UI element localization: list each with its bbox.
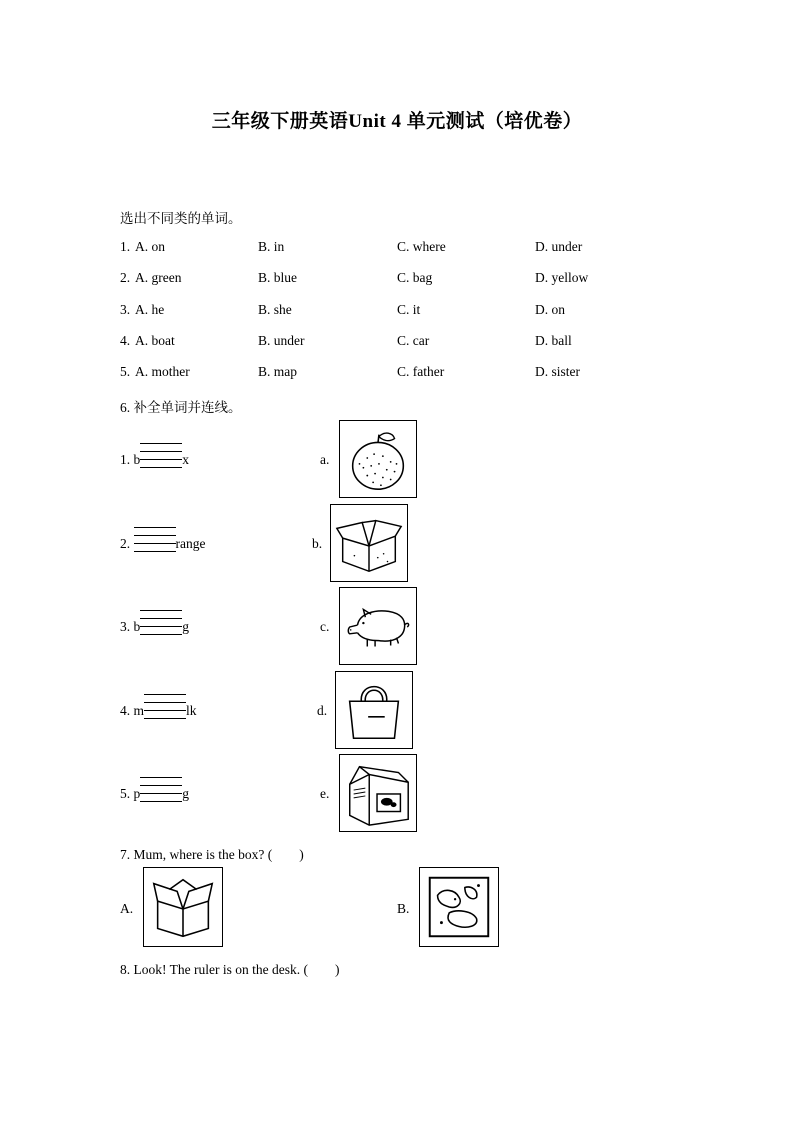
- question-3-option-d: D. on: [535, 302, 565, 317]
- question-2-number: 2.: [120, 270, 131, 285]
- fill-word-5-prefix: 5. p: [120, 786, 141, 801]
- fill-word-2-prefix: 2.: [120, 536, 134, 551]
- question-1-option-c: C. where: [397, 239, 446, 254]
- question-7: 7. Mum, where is the box? ( ): [120, 847, 304, 862]
- fill-word-3: [120, 619, 189, 635]
- question-4-option-c: C. car: [397, 333, 430, 348]
- question-7-option-b[interactable]: B.: [397, 901, 410, 916]
- question-4-option-a: A. boat: [135, 333, 175, 348]
- question-2-option-a: A. green: [135, 270, 182, 285]
- map-picture-icon: [419, 867, 499, 947]
- question-5-number: 5.: [120, 364, 131, 379]
- fill-blank-4[interactable]: [144, 705, 186, 719]
- question-2-option-c: C. bag: [397, 270, 433, 285]
- question-1-option-d: D. under: [535, 239, 583, 254]
- picture-label-d: d.: [317, 703, 328, 718]
- open-box-icon: [143, 867, 223, 947]
- question-3-option-a: A. he: [135, 302, 165, 317]
- bag-icon: [335, 671, 413, 749]
- fill-word-3-suffix: g: [182, 619, 189, 634]
- milk-carton-icon: [339, 754, 417, 832]
- question-8: 8. Look! The ruler is on the desk. ( ): [120, 962, 340, 977]
- picture-label-b: b.: [312, 536, 323, 551]
- fill-word-3-prefix: 3. b: [120, 619, 141, 634]
- fill-word-1-prefix: 1. b: [120, 452, 141, 467]
- page-title: 三年级下册英语Unit 4 单元测试（培优卷）: [211, 111, 583, 132]
- picture-label-e: e.: [320, 786, 330, 801]
- section2-instruction: 6. 补全单词并连线。: [120, 400, 242, 415]
- fill-word-4-suffix: lk: [186, 703, 197, 718]
- fill-blank-3[interactable]: [140, 621, 182, 635]
- section1-instruction: 选出不同类的单词。: [120, 211, 242, 226]
- question-4-option-d: D. ball: [535, 333, 572, 348]
- fill-blank-1[interactable]: [140, 454, 182, 468]
- question-2-option-d: D. yellow: [535, 270, 589, 285]
- question-3-option-c: C. it: [397, 302, 421, 317]
- fill-word-2-suffix: range: [175, 536, 206, 551]
- question-5-option-a: A. mother: [135, 364, 190, 379]
- fill-word-5: [120, 786, 189, 802]
- question-2-option-b: B. blue: [258, 270, 297, 285]
- question-1-option-b: B. in: [258, 239, 285, 254]
- question-5-option-d: D. sister: [535, 364, 580, 379]
- question-3-option-b: B. she: [258, 302, 292, 317]
- picture-label-c: c.: [320, 619, 330, 634]
- fill-word-2: [120, 536, 205, 552]
- question-5-option-b: B. map: [258, 364, 297, 379]
- fill-blank-5[interactable]: [140, 788, 182, 802]
- fill-word-1-suffix: x: [182, 452, 189, 467]
- fill-word-5-suffix: g: [182, 786, 189, 801]
- question-4-option-b: B. under: [258, 333, 305, 348]
- pig-icon: [339, 587, 417, 665]
- question-1-option-a-text: A. on: [135, 239, 165, 254]
- question-7-option-a[interactable]: A.: [120, 901, 134, 916]
- question-5-option-c: C. father: [397, 364, 445, 379]
- fill-word-1: [120, 452, 189, 468]
- fill-word-4-prefix: 4. m: [120, 703, 145, 718]
- question-1-option-a: 1.: [120, 239, 131, 254]
- fill-blank-2[interactable]: [134, 538, 176, 552]
- question-3-number: 3.: [120, 302, 131, 317]
- question-4-number: 4.: [120, 333, 131, 348]
- picture-label-a: a.: [320, 452, 330, 467]
- fill-word-4: [120, 703, 197, 719]
- box-icon: [330, 504, 408, 582]
- orange-icon: [339, 420, 417, 498]
